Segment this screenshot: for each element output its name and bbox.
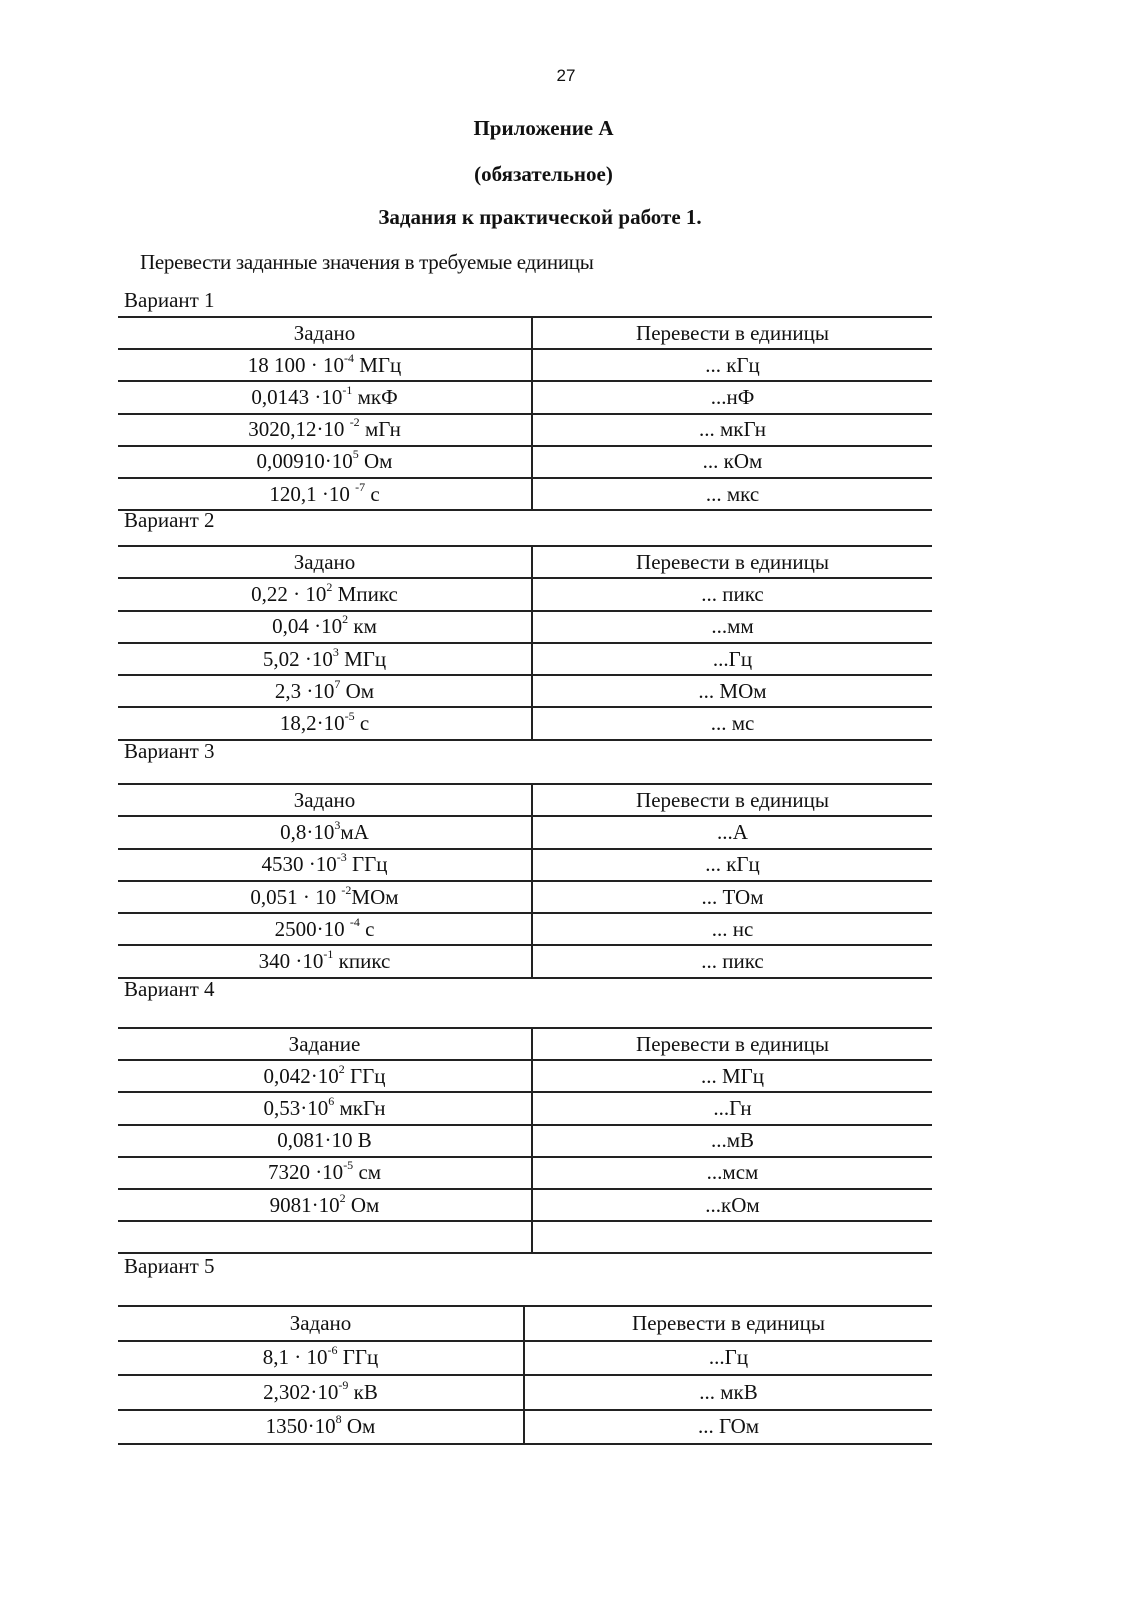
value-exponent: 5 xyxy=(352,447,359,462)
target-unit-cell: ... МОм xyxy=(532,675,932,707)
table-row xyxy=(118,675,932,707)
target-unit-cell xyxy=(532,1221,932,1253)
given-value-cell xyxy=(118,611,532,643)
value-unit: мА xyxy=(340,819,369,844)
header-given: Задание xyxy=(118,1028,532,1060)
given-value-cell xyxy=(118,643,532,675)
table-row xyxy=(118,1092,932,1124)
value-exponent: 3 xyxy=(332,644,339,659)
given-value-cell xyxy=(118,349,532,381)
table-header-row xyxy=(118,546,932,578)
value-unit: мкФ xyxy=(352,384,398,409)
header-given: Задано xyxy=(118,1306,524,1341)
table-header-row xyxy=(118,1306,932,1341)
given-value-cell xyxy=(118,381,532,413)
given-value-cell xyxy=(118,1375,524,1410)
table-row xyxy=(118,913,932,945)
target-unit-cell: ... ГОм xyxy=(524,1410,932,1445)
table-row xyxy=(118,1375,932,1410)
value-exponent: -1 xyxy=(342,382,353,397)
value-mantissa: 0,051 · 10 xyxy=(250,884,342,909)
value-exponent: 7 xyxy=(334,676,341,691)
target-unit-cell: ...Гц xyxy=(532,643,932,675)
table-row xyxy=(118,816,932,848)
value-mantissa: 0,0143 ·10 xyxy=(251,384,343,409)
value-unit: Ом xyxy=(358,449,393,474)
table-header-row xyxy=(118,317,932,349)
given-value-cell xyxy=(118,1341,524,1376)
value-unit: Мпикс xyxy=(332,581,398,606)
conversion-table xyxy=(118,1305,932,1445)
given-value-cell xyxy=(118,913,532,945)
value-mantissa: 3020,12·10 xyxy=(248,417,350,442)
target-unit-cell: ... кОм xyxy=(532,446,932,478)
table-header-row xyxy=(118,784,932,816)
given-value-cell xyxy=(118,414,532,446)
target-unit-cell: ... мкГн xyxy=(532,414,932,446)
conversion-table xyxy=(118,1027,932,1254)
header-convert-to: Перевести в единицы xyxy=(532,546,932,578)
value-unit: Ом xyxy=(345,1192,380,1217)
value-exponent: -3 xyxy=(336,850,347,865)
value-unit: ГГц xyxy=(337,1345,379,1370)
table-row xyxy=(118,1060,932,1092)
table-row xyxy=(118,349,932,381)
given-value-cell xyxy=(118,816,532,848)
table-row xyxy=(118,1410,932,1445)
header-convert-to: Перевести в единицы xyxy=(524,1306,932,1341)
value-mantissa: 5,02 ·10 xyxy=(262,646,333,671)
target-unit-cell: ... мкс xyxy=(532,478,932,510)
value-exponent: -5 xyxy=(343,1158,354,1173)
conversion-table xyxy=(118,316,932,511)
given-value-cell xyxy=(118,1157,532,1189)
table-row xyxy=(118,478,932,510)
value-mantissa: 2,302·10 xyxy=(263,1379,339,1404)
appendix-status: (обязательное) xyxy=(474,162,613,186)
conversion-table xyxy=(118,783,932,979)
table-row xyxy=(118,611,932,643)
value-exponent: -1 xyxy=(323,947,334,962)
value-unit: Ом xyxy=(341,1414,376,1439)
value-mantissa: 7320 ·10 xyxy=(267,1160,344,1185)
page-number: 27 xyxy=(556,66,576,85)
value-mantissa: 2500·10 xyxy=(274,916,350,941)
value-exponent: 8 xyxy=(335,1412,342,1427)
value-exponent: -7 xyxy=(355,479,366,494)
value-mantissa: 4530 ·10 xyxy=(261,852,337,877)
value-unit: с xyxy=(365,481,380,506)
target-unit-cell: ... кГц xyxy=(532,349,932,381)
header-given: Задано xyxy=(118,546,532,578)
value-exponent: -4 xyxy=(343,350,354,365)
value-exponent: 3 xyxy=(334,817,341,832)
variant-label: Вариант 5 xyxy=(124,1254,215,1278)
given-value-cell xyxy=(118,1060,532,1092)
table-row xyxy=(118,578,932,610)
value-unit: МГц xyxy=(338,646,387,671)
value-mantissa: 18 100 · 10 xyxy=(247,352,344,377)
value-exponent: -4 xyxy=(349,914,360,929)
given-value-cell xyxy=(118,945,532,977)
table-row xyxy=(118,849,932,881)
target-unit-cell: ...Гц xyxy=(524,1341,932,1376)
table-row xyxy=(118,1189,932,1221)
value-unit: с xyxy=(354,711,370,736)
value-unit: МОм xyxy=(351,884,399,909)
value-exponent: 2 xyxy=(326,579,333,594)
value-unit: ГГц xyxy=(344,1063,386,1088)
target-unit-cell: ... пикс xyxy=(532,945,932,977)
given-value-cell xyxy=(118,1189,532,1221)
header-given: Задано xyxy=(118,784,532,816)
variant-label: Вариант 2 xyxy=(124,508,215,532)
target-unit-cell: ... пикс xyxy=(532,578,932,610)
table-row xyxy=(118,1125,932,1157)
given-value-cell xyxy=(118,1092,532,1124)
table-header-row xyxy=(118,1028,932,1060)
value-exponent: 2 xyxy=(339,1190,346,1205)
header-convert-to: Перевести в единицы xyxy=(532,1028,932,1060)
value-unit: с xyxy=(359,916,375,941)
value-mantissa: 120,1 ·10 xyxy=(269,481,356,506)
target-unit-cell: ...мсм xyxy=(532,1157,932,1189)
given-value-cell xyxy=(118,1125,532,1157)
value-exponent: -2 xyxy=(341,882,352,897)
value-unit: кпикс xyxy=(333,949,391,974)
value-exponent: -6 xyxy=(327,1343,338,1358)
given-value-cell xyxy=(118,578,532,610)
conversion-table xyxy=(118,545,932,741)
instruction-text: Перевести заданные значения в требуемые единицы xyxy=(140,250,594,274)
table-row xyxy=(118,414,932,446)
value-mantissa: 340 ·10 xyxy=(258,949,324,974)
target-unit-cell: ...Гн xyxy=(532,1092,932,1124)
given-value-cell xyxy=(118,446,532,478)
given-value-cell xyxy=(118,478,532,510)
value-mantissa: 0,042·10 xyxy=(263,1063,339,1088)
header-convert-to: Перевести в единицы xyxy=(532,784,932,816)
appendix-title: Приложение А xyxy=(473,116,614,140)
target-unit-cell: ...А xyxy=(532,816,932,848)
assignment-title: Задания к практической работе 1. xyxy=(378,205,702,229)
value-mantissa: 0,22 · 10 xyxy=(251,581,327,606)
value-exponent: 6 xyxy=(328,1093,335,1108)
variant-label: Вариант 4 xyxy=(124,977,215,1001)
table-row xyxy=(118,446,932,478)
target-unit-cell: ... нс xyxy=(532,913,932,945)
target-unit-cell: ...мм xyxy=(532,611,932,643)
value-mantissa: 9081·10 xyxy=(269,1192,340,1217)
value-unit: мкГн xyxy=(334,1095,386,1120)
variant-label: Вариант 1 xyxy=(124,288,215,312)
given-value-cell xyxy=(118,881,532,913)
table-row xyxy=(118,643,932,675)
given-value-cell xyxy=(118,707,532,739)
value-exponent: -9 xyxy=(338,1377,349,1392)
given-value-cell xyxy=(118,675,532,707)
value-mantissa: 0,00910·10 xyxy=(256,449,353,474)
target-unit-cell: ... МГц xyxy=(532,1060,932,1092)
table-row xyxy=(118,1341,932,1376)
given-value-cell xyxy=(118,849,532,881)
target-unit-cell: ...кОм xyxy=(532,1189,932,1221)
value-unit: ГГц xyxy=(346,852,388,877)
target-unit-cell: ... мкВ xyxy=(524,1375,932,1410)
header-given: Задано xyxy=(118,317,532,349)
target-unit-cell: ... мс xyxy=(532,707,932,739)
value-unit: мГн xyxy=(359,417,401,442)
target-unit-cell: ...нФ xyxy=(532,381,932,413)
value-exponent: 2 xyxy=(338,1061,345,1076)
table-row xyxy=(118,945,932,977)
value-exponent: 2 xyxy=(342,612,349,627)
value-exponent: -2 xyxy=(349,415,360,430)
value-unit: см xyxy=(353,1160,382,1185)
target-unit-cell: ... ТОм xyxy=(532,881,932,913)
table-row xyxy=(118,881,932,913)
value-unit: кВ xyxy=(348,1379,378,1404)
given-value-cell xyxy=(118,1221,532,1253)
value-unit: Ом xyxy=(340,678,375,703)
value-unit: МГц xyxy=(353,352,402,377)
table-row xyxy=(118,707,932,739)
value-exponent: -5 xyxy=(344,709,355,724)
table-row xyxy=(118,1157,932,1189)
header-convert-to: Перевести в единицы xyxy=(532,317,932,349)
table-row xyxy=(118,381,932,413)
value-mantissa: 0,081·10 В xyxy=(277,1128,372,1153)
table-row xyxy=(118,1221,932,1253)
value-unit: км xyxy=(348,614,377,639)
value-mantissa: 0,53·10 xyxy=(263,1095,329,1120)
value-mantissa: 8,1 · 10 xyxy=(262,1345,328,1370)
target-unit-cell: ...мВ xyxy=(532,1125,932,1157)
target-unit-cell: ... кГц xyxy=(532,849,932,881)
value-mantissa: 18,2·10 xyxy=(279,711,345,736)
value-mantissa: 1350·10 xyxy=(265,1414,336,1439)
variant-label: Вариант 3 xyxy=(124,739,215,763)
value-mantissa: 2,3 ·10 xyxy=(274,678,335,703)
value-mantissa: 0,8·10 xyxy=(280,819,335,844)
value-mantissa: 0,04 ·10 xyxy=(272,614,343,639)
given-value-cell xyxy=(118,1410,524,1445)
